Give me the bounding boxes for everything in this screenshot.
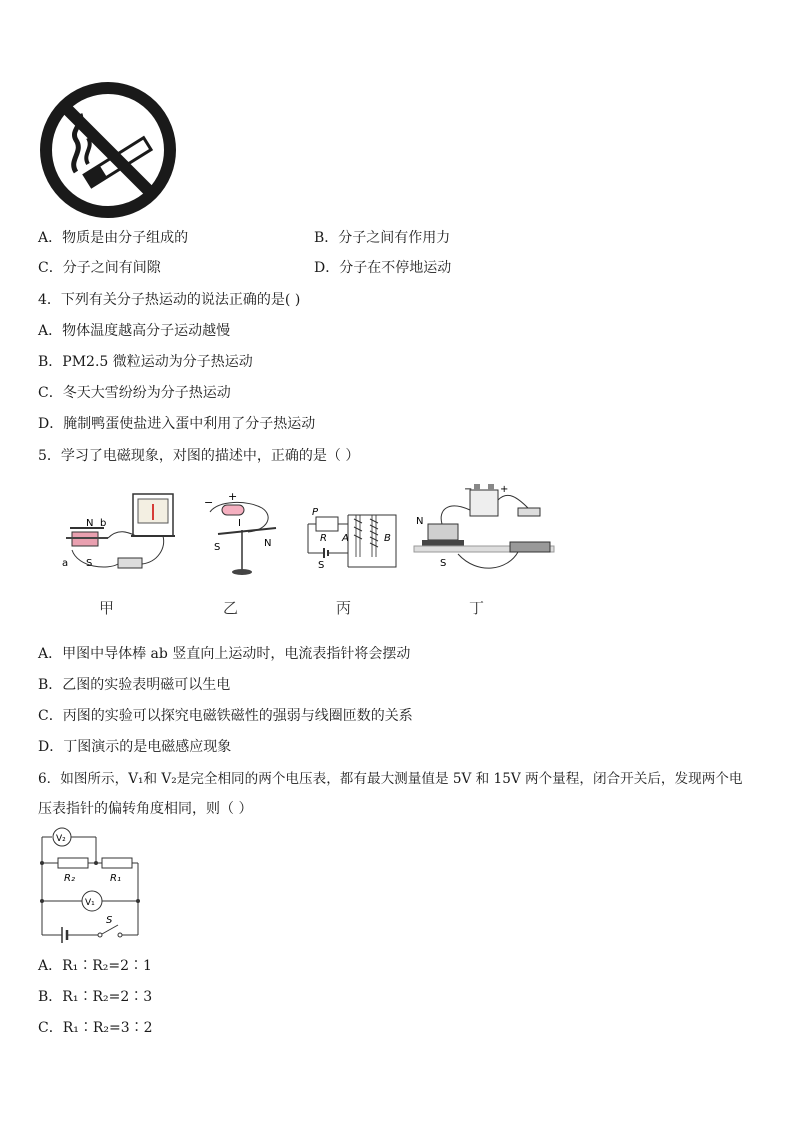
q3-option-b: B．分子之间有作用力 <box>314 230 451 246</box>
circuit-s-label: S <box>106 915 113 926</box>
q6-option-a: A．R₁∶R₂=2∶1 <box>38 958 152 974</box>
q5-option-c: C．丙图的实验可以探究电磁铁磁性的强弱与线圈匝数的关系 <box>38 708 413 724</box>
q6-option-b: B．R₁∶R₂=2∶3 <box>38 989 153 1005</box>
jia-b-label: b <box>100 518 107 529</box>
q3-option-d: D．分子在不停地运动 <box>314 260 452 276</box>
jia-a-label: a <box>62 558 69 569</box>
ding-n-label: N <box>416 516 424 527</box>
q4-option-d: D．腌制鸭蛋使盐进入蛋中利用了分子热运动 <box>38 416 316 432</box>
q4-stem: 4．下列有关分子热运动的说法正确的是( ) <box>38 292 301 308</box>
jia-n-label: N <box>86 518 94 529</box>
circuit-v1-label: V₁ <box>85 898 95 908</box>
figure-jia <box>58 488 178 588</box>
bing-b-label: B <box>384 533 391 544</box>
q5-option-d: D．丁图演示的是电磁感应现象 <box>38 739 232 755</box>
bing-r-label: R <box>320 533 327 544</box>
q5-stem: 5．学习了电磁现象，对图的描述中，正确的是（ ） <box>38 448 360 464</box>
figure-label-bing: 丙 <box>336 599 352 617</box>
q3-option-c: C．分子之间有间隙 <box>38 260 161 276</box>
ding-s-label: S <box>440 558 447 569</box>
q5-option-a: A．甲图中导体棒 ab 竖直向上运动时，电流表指针将会摆动 <box>38 646 411 662</box>
q4-option-b: B．PM2.5 微粒运动为分子热运动 <box>38 354 253 370</box>
yi-plus-label: + <box>228 490 238 503</box>
q6-stem-line1: 6．如图所示，V₁和 V₂是完全相同的两个电压表，都有最大测量值是 5V 和 15V 两个量程，闭合开关后，发现两个电 <box>38 771 743 787</box>
q4-option-c: C．冬天大雪纷纷为分子热运动 <box>38 385 231 401</box>
jia-s-label: S <box>86 558 93 569</box>
circuit-r2-label: R₂ <box>64 873 75 884</box>
bing-p-label: P <box>312 507 319 518</box>
figure-bing <box>302 505 402 575</box>
ding-plus-label: + <box>500 484 509 495</box>
q6-option-c: C．R₁∶R₂=3∶2 <box>38 1020 153 1036</box>
figure-label-jia: 甲 <box>99 599 115 617</box>
figure-ding <box>408 480 558 580</box>
figure-label-yi: 乙 <box>223 599 239 617</box>
no-smoking-sign <box>38 80 178 220</box>
yi-n-label: N <box>264 538 272 549</box>
q5-option-b: B．乙图的实验表明磁可以生电 <box>38 677 231 693</box>
circuit-v2-label: V₂ <box>56 834 66 844</box>
yi-i-label: I <box>238 518 241 529</box>
bing-a-label: A <box>342 533 349 544</box>
circuit-r1-label: R₁ <box>110 873 121 884</box>
q3-option-a: A．物质是由分子组成的 <box>38 230 189 246</box>
figure-label-ding: 丁 <box>469 599 485 617</box>
yi-minus-label: − <box>204 496 214 509</box>
yi-s-label: S <box>214 542 221 553</box>
ding-minus-label: − <box>464 484 473 495</box>
figure-yi <box>198 490 288 585</box>
q6-stem-line2: 压表指针的偏转角度相同，则（ ） <box>38 801 253 817</box>
bing-s-label: S <box>318 560 325 571</box>
q4-option-a: A．物体温度越高分子运动越慢 <box>38 323 231 339</box>
q6-circuit-diagram <box>36 825 146 950</box>
